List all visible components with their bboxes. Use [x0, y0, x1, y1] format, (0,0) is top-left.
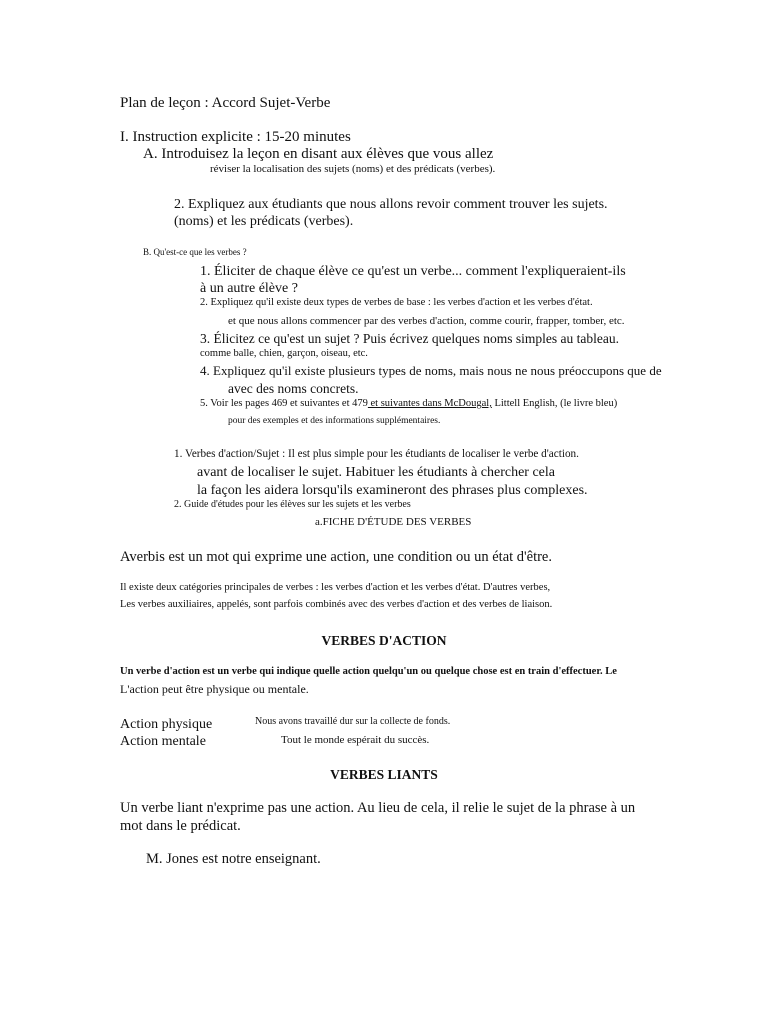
verb-definition-paragraph: Averbis est un mot qui exprime une action, une condition ou un état d'être. [120, 549, 552, 565]
list-item-b2-line2: et que nous allons commencer par des verbes d'action, comme courir, frapper, tomber, etc. [228, 315, 625, 327]
linking-verb-paragraph-line2: mot dans le prédicat. [120, 818, 241, 834]
linking-verb-paragraph-line1: Un verbe liant n'exprime pas une action. Au lieu de cela, il relie le sujet de la phrase à un [120, 800, 636, 816]
heading-verbes-action: VERBES D'ACTION [321, 633, 447, 648]
list-item-b1-line1: 1. Éliciter de chaque élève ce qu'est un verbe... comment l'expliqueraient-ils [200, 264, 626, 279]
action-mentale-label: Action mentale [120, 734, 206, 749]
action-mentale-example: Tout le monde espérait du succès. [281, 734, 430, 746]
categories-paragraph-line2: Les verbes auxiliaires, appelés, sont parfois combinés avec des verbes d'action et des verbes de liaison. [120, 599, 553, 610]
list-item-b4-line2: avec des noms concrets. [228, 381, 359, 396]
subsection-b-heading: B. Qu'est-ce que les verbes ? [143, 247, 247, 257]
list-item-a2-line2: (noms) et les prédicats (verbes). [174, 214, 354, 229]
list-item-a-line1: A. Introduisez la leçon en disant aux élèves que vous allez [143, 146, 494, 162]
document-title: Plan de leçon : Accord Sujet-Verbe [120, 95, 331, 111]
list-item-b5-line1 [200, 398, 617, 410]
list-item-c1-line3: la façon les aidera lorsqu'ils examineront des phrases plus complexes. [197, 483, 588, 498]
list-item-b2-line1: 2. Expliquez qu'il existe deux types de verbes de base : les verbes d'action et les verbes d'état. [200, 297, 593, 308]
list-item-b1-line2: à un autre élève ? [200, 281, 298, 296]
action-physique-example: Nous avons travaillé dur sur la collecte de fonds. [255, 716, 451, 727]
categories-paragraph-line1: Il existe deux catégories principales de verbes : les verbes d'action et les verbes d'état. D'autres verbes, [120, 582, 551, 593]
worksheet-title: a.FICHE D'ÉTUDE DES VERBES [315, 516, 472, 528]
action-physique-label: Action physique [120, 717, 213, 732]
list-item-c1-line1: 1. Verbes d'action/Sujet : Il est plus simple pour les étudiants de localiser le verbe d'action. [174, 448, 579, 460]
list-item-b3-line1: 3. Élicitez ce qu'est un sujet ? Puis écrivez quelques noms simples au tableau. [200, 331, 619, 346]
list-item-b5-line2: pour des exemples et des informations supplémentaires. [228, 416, 441, 426]
heading-verbes-liants: VERBES LIANTS [330, 767, 438, 782]
section-heading: I. Instruction explicite : 15-20 minutes [120, 129, 351, 145]
list-item-a2-line1: 2. Expliquez aux étudiants que nous allons revoir comment trouver les sujets. [174, 197, 608, 212]
list-item-c2-line1: 2. Guide d'études pour les élèves sur les sujets et les verbes [174, 499, 411, 510]
b5-underlined-reference: et suivantes dans McDougal, [367, 398, 492, 409]
b5-text-part3: Littell English, (le livre bleu) [491, 398, 618, 409]
b5-text-part1: 5. Voir les pages 469 et suivantes et 479 [200, 398, 368, 409]
list-item-a-line2: réviser la localisation des sujets (noms) et des prédicats (verbes). [210, 163, 496, 175]
list-item-c1-line2: avant de localiser le sujet. Habituer les étudiants à chercher cela [197, 465, 555, 480]
example-sentence: M. Jones est notre enseignant. [146, 851, 321, 867]
action-definition-line1: Un verbe d'action est un verbe qui indique quelle action quelqu'un ou quelque chose est en train d'effectuer. Le [120, 666, 617, 677]
list-item-b4-line1: 4. Expliquez qu'il existe plusieurs types de noms, mais nous ne nous préoccupons que de [200, 363, 662, 378]
list-item-b3-line2: comme balle, chien, garçon, oiseau, etc. [200, 348, 368, 359]
action-definition-line2: L'action peut être physique ou mentale. [120, 682, 309, 696]
